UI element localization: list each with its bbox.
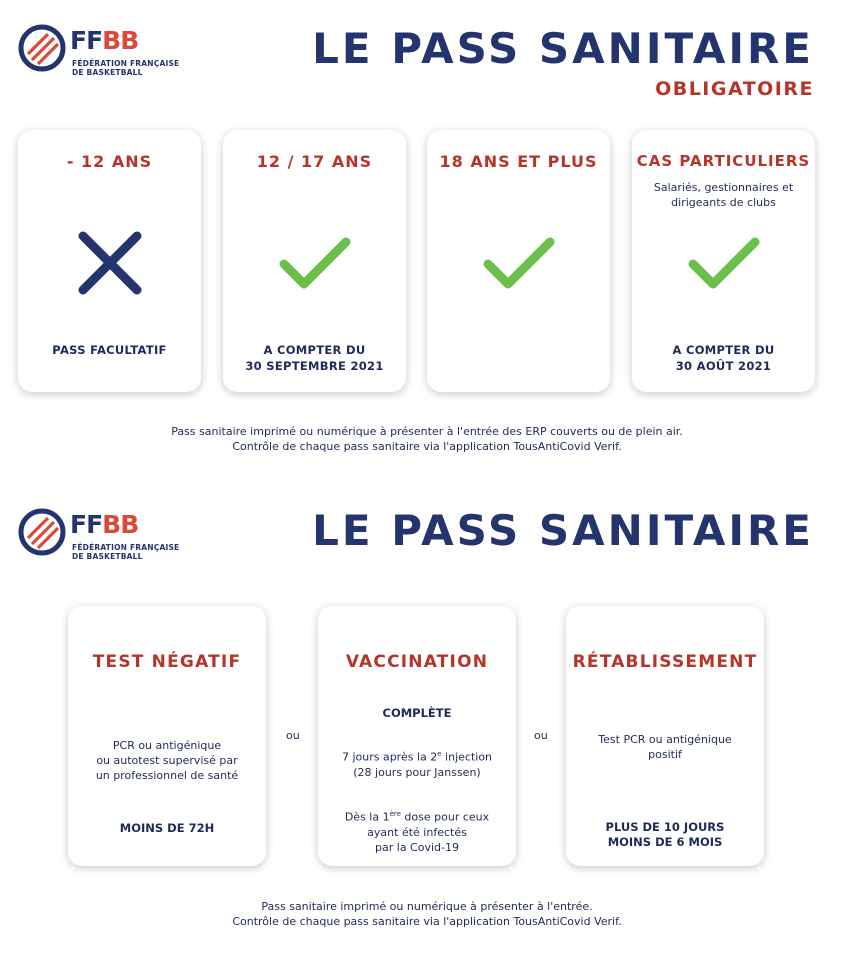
card-heading: RÉTABLISSEMENT (572, 652, 758, 672)
card-body: 7 jours après la 2e injection (28 jours pour Janssen) (341, 750, 493, 779)
ffbb-logo (18, 24, 198, 84)
check-icon (687, 234, 761, 298)
card-18-plus (427, 130, 610, 392)
card-label: COMPLÈTE (382, 706, 452, 720)
card-vaccination (318, 606, 516, 866)
page-subtitle: OBLIGATOIRE (655, 78, 814, 100)
card-footer: PLUS DE 10 JOURS MOINS DE 6 MOIS (605, 820, 725, 849)
basketball-logo-icon (18, 24, 66, 72)
card-heading: 12 / 17 ANS (256, 152, 373, 171)
card-heading: CAS PARTICULIERS (636, 152, 811, 170)
card-retablissement (566, 606, 764, 866)
logo-subtitle: FÉDÉRATION FRANÇAISE DE BASKETBALL (72, 543, 180, 561)
section1-note: Pass sanitaire imprimé ou numérique à présenter à l'entrée des ERP couverts ou de plein air. Contrôle de chaque pass sanitaire via l'application TousAntiCovid Verif. (171, 425, 683, 453)
logo-wordmark: FFBB (70, 26, 139, 55)
page-title: LE PASS SANITAIRE (312, 24, 814, 73)
card-footer: A COMPTER DU 30 SEPTEMBRE 2021 (245, 343, 384, 373)
check-icon (278, 234, 352, 298)
card-heading: 18 ANS ET PLUS (439, 152, 598, 171)
basketball-logo-icon (18, 508, 66, 556)
card-12-17 (223, 130, 406, 392)
card-under-12 (18, 130, 201, 392)
separator-ou: ou (534, 729, 548, 742)
section2-title: LE PASS SANITAIRE (312, 506, 814, 555)
card-body-secondary: Dès la 1ère dose pour ceux ayant été infectés par la Covid-19 (344, 810, 490, 854)
card-cas-particuliers (632, 130, 815, 392)
cross-icon (75, 228, 145, 302)
separator-ou: ou (286, 729, 300, 742)
card-footer: PASS FACULTATIF (52, 343, 167, 357)
card-heading: - 12 ANS (66, 152, 153, 171)
card-description: Salariés, gestionnaires et dirigeants de clubs (653, 181, 794, 209)
card-body: PCR ou antigénique ou autotest supervisé par un professionnel de santé (95, 739, 239, 782)
section2-note: Pass sanitaire imprimé ou numérique à présenter à l'entrée. Contrôle de chaque pass sanitaire via l'application TousAntiCovid Verif. (232, 900, 622, 928)
card-footer: MOINS DE 72H (119, 821, 215, 835)
ffbb-logo (18, 508, 198, 568)
card-test-negatif (68, 606, 266, 866)
card-footer: A COMPTER DU 30 AOÛT 2021 (672, 343, 775, 373)
card-body: Test PCR ou antigénique positif (598, 733, 732, 761)
card-heading: VACCINATION (345, 652, 489, 672)
logo-subtitle: FÉDÉRATION FRANÇAISE DE BASKETBALL (72, 59, 180, 77)
logo-wordmark: FFBB (70, 510, 139, 539)
card-heading: TEST NÉGATIF (92, 652, 242, 672)
check-icon (482, 234, 556, 298)
